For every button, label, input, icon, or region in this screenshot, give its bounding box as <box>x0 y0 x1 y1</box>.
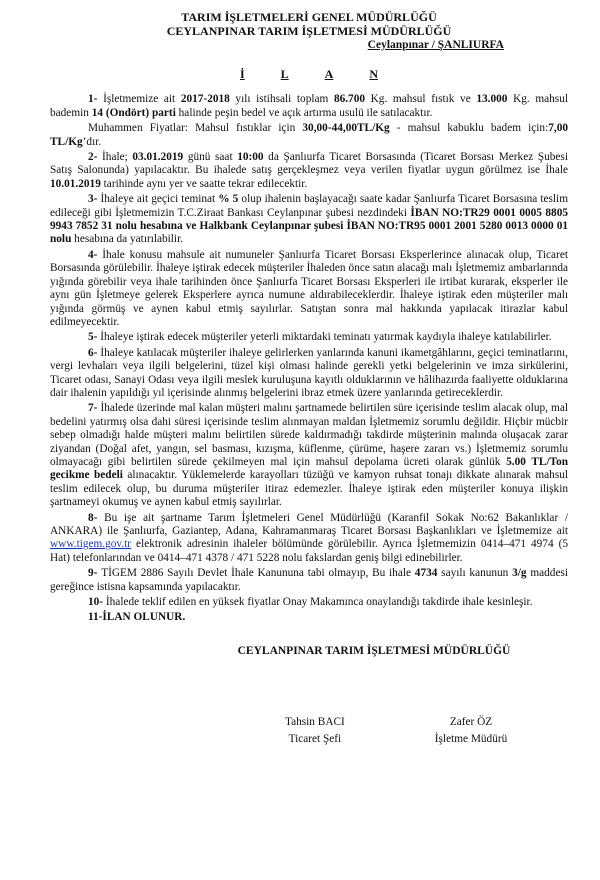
article-11: 11-İLAN OLUNUR. <box>88 611 186 624</box>
ministry-heading: TARIM İŞLETMELERİ GENEL MÜDÜRLÜĞÜ <box>181 10 437 24</box>
signatory-title: Ticaret Şefi <box>288 733 342 746</box>
article-9: 9- TİGEM 2886 Sayılı Devlet İhale Kanununa tabi olmayıp, Bu ihale 4734 sayılı kanunun 3/g maddesi gereğince istisna kapsamında yapılacaktır. <box>50 567 568 593</box>
article-2: 2- İhale; 03.01.2019 günü saat 10:00 da Şanlıurfa Ticaret Borsasında (Ticaret Borsası Merkez Şubesi Satış Salonunda) yapılacaktır. Bu ihalede satış gerçekleşmez veya verilen fiyatlar uygun görülmez ise İhale 10.01.2019 tarihinde aynı yer ve saatte tekrar edilecektir. <box>50 151 568 190</box>
signatory-name: Tahsin BACI <box>285 716 345 729</box>
issuing-organization: CEYLANPINAR TARIM İŞLETMESİ MÜDÜRLÜĞÜ <box>237 644 511 657</box>
ilan-title-letter: A <box>324 67 334 81</box>
ilan-title <box>240 68 378 81</box>
article-7: 7- İhalede üzerinde mal kalan müşteri malını şartnamede belirtilen süre içerisinde teslim alacak olup, mal bedelini yatırmış olsa dahi süresi içerisinde teslim alınmayan maldan İşletmemiz sorumlu değildir. Hiçbir mücbir sebep olmadığı halde müşteri malını belirtilen sürede kaldırmadığı takdirde müşterinin malında oluşacak zarar ziyandan (Doğal afet, yangın, sel basması, kızışma, küflenme, çürüme, haşere zararı vs.) İşletmemiz sorumlu olmayacağı gibi belirtilen sürede çekilmeyen mal için mahsul depolama ücreti olarak günlük 5.00 TL/Ton gecikme bedeli alınacaktır. Yüklemelerde karayolları tüzüğü ve kamyon ruhsat tonajı dikkate alınarak mahsul teslim edilecek olup, bu duruma müşteriler itiraz edemezler. İhaleye iştirak eden müşteriler konuya ilişkin şartnameyi okumuş ve aynen kabul etmiş sayılırlar. <box>50 402 569 509</box>
signatory-director <box>435 714 507 748</box>
article-1: 1- İşletmemize ait 2017-2018 yılı istihsali toplam 86.700 Kg. mahsul fıstık ve 13.000 Kg. mahsul bademin 14 (Ondört) parti halinde peşin bedel ve açık artırma usulü ile satılacaktır. <box>50 93 568 119</box>
location-heading: Ceylanpınar / ŞANLIURFA <box>367 39 504 51</box>
article-8: 8- Bu işe ait şartname Tarım İşletmeleri Genel Müdürlüğü (Karanfil Sokak No:62 Bakanlıklar / ANKARA) ile Şanlıurfa, Gaziantep, Adana, Kahramanmaraş Ticaret Borsası Başkanlıkları ve İşletmemize ait www.tigem.gov.tr elektronik adresinin ihaleler bölümünde görülebilir. Ayrıca İşletmemizin 0414–471 4974 (5 Hat) telefonlarından ve 0414–471 4378 / 471 5228 nolu fakslardan geniş bilgi edinebilirler. <box>50 511 568 564</box>
ilan-title-letter: L <box>280 67 289 81</box>
ilan-title-letter: N <box>369 67 378 81</box>
signatory-trade-chief <box>285 714 345 748</box>
ilan-title-letter: İ <box>240 67 245 81</box>
article-3: 3- İhaleye ait geçici teminat % 5 olup ihalenin başlayacağı saate kadar Şanlıurfa Ticaret Borsasına teslim edileceği gibi İşletmemizin T.C.Ziraat Bankası Ceylanpınar şubesi nezdindeki İBAN NO:TR29 0001 0005 8805 9943 7852 31 nolu hesabına ve Halkbank Ceylanpınar şubesi İBAN NO:TR95 0001 2001 5280 0013 0000 01 nolu hesabına da yatırılabilir. <box>50 193 568 246</box>
article-1-prices: Muhammen Fiyatlar: Mahsul fıstıklar için 30,00-44,00TL/Kg - mahsul kabuklu badem için:7,00 TL/Kg’dır. <box>50 122 568 148</box>
tigem-website-link[interactable]: www.tigem.gov.tr <box>50 538 132 551</box>
article-5: 5- İhaleye iştirak edecek müşteriler yeterli miktardaki teminatı yatırmak kaydıyla ihaleye katılabilirler. <box>88 331 552 344</box>
signatory-title: İşletme Müdürü <box>434 733 508 746</box>
article-10: 10- İhalede teklif edilen en yüksek fiyatlar Onay Makamınca onaylandığı takdirde ihale kesinleşir. <box>88 596 533 609</box>
article-6: 6- İhaleye katılacak müşteriler ihaleye gelirlerken yanlarında kanuni ikametgâhlarını, geçici teminatlarını, vergi levhaları veya ilgili belgelerini, tüzel kişi olması halinde gerekli yetki belgelerinin ve imza sirkülerini, Ticaret odası, Sanayi Odası veya ilgili meslek kuruluşuna kayıtlı olduklarının ve hâlihazırda faaliyette olduklarına dair ihalenin yapıldığı yıl içerisinde alınmış belgelerini ibraz etmek üzere yanlarında getireceklerdir. <box>50 346 568 399</box>
signature-block <box>50 714 568 748</box>
signatory-name: Zafer ÖZ <box>449 716 493 729</box>
directorate-heading: CEYLANPINAR TARIM İŞLETMESİ MÜDÜRLÜĞÜ <box>166 24 452 38</box>
article-4: 4- İhale konusu mahsule ait numuneler Şanlıurfa Ticaret Borsası Eksperlerince alınacak olup, Ticaret Borsasında görülebilir. İhaleye iştirak edecek müşteriler İhaleden önce satın alacağı malı İşletmemiz ambarlarında yığında görebilir veya ihale tarihinden önce Şanlıurfa Ticaret Borsası Eksperleri ile irtibat kurarak, eksperler ile aynı gün İşletmeye gelerek Eksperlere ayrıca numune aldırabileceklerdir. İhaleye iştirak eden müşteriler malı yığında görmüş ve aynen kabul etmiş sayılırlar. Satıştan sonra mal hakkında yapılacak itirazlar kabul edilmeyecektir. <box>50 248 568 328</box>
